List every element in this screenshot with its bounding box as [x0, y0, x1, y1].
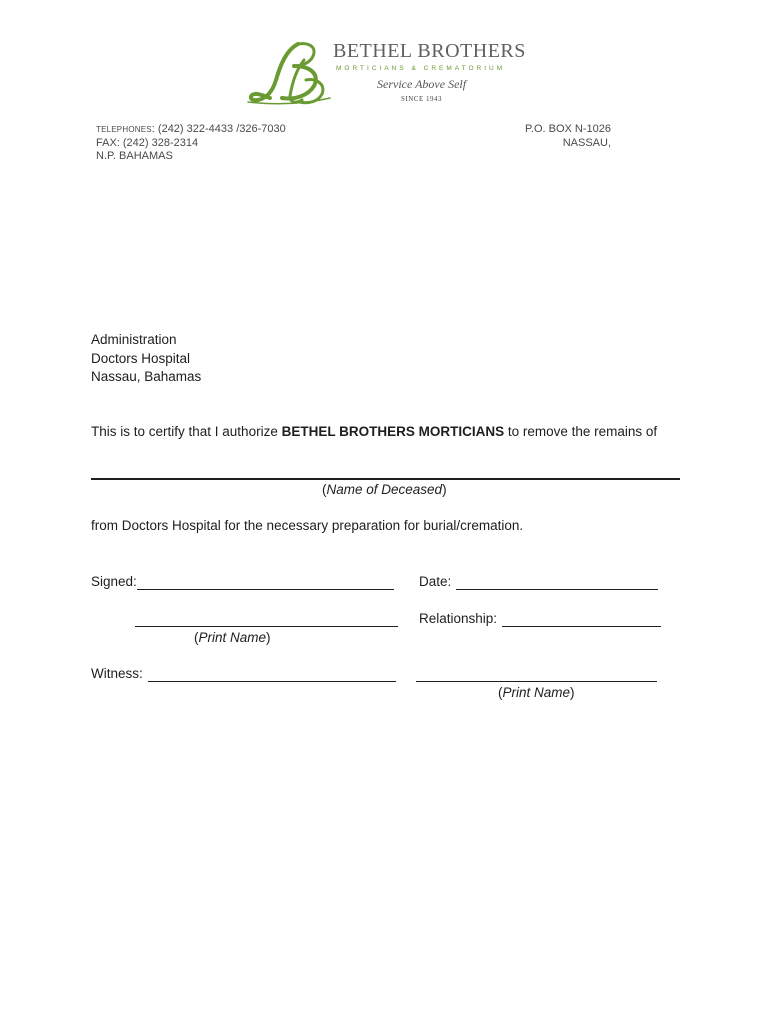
certify-sentence [91, 424, 657, 439]
witness-label: Witness: [91, 666, 143, 681]
telephones-line [96, 123, 286, 137]
deceased-name-line[interactable] [91, 478, 680, 480]
witness-print-name-line[interactable] [416, 681, 657, 682]
certify-suffix: to remove the remains of [504, 424, 658, 439]
np-line: N.P. BAHAMAS [96, 150, 173, 162]
certify-company: BETHEL BROTHERS MORTICIANS [281, 424, 505, 439]
signed-label: Signed: [91, 574, 137, 589]
po-box-line: P.O. BOX N-1026 [524, 123, 611, 135]
company-logo-mark [246, 40, 332, 108]
recipient-line-3: Nassau, Bahamas [91, 369, 202, 384]
print-name-line[interactable] [135, 626, 398, 627]
relationship-label: Relationship: [419, 611, 498, 626]
city-line: NASSAU, [562, 136, 611, 149]
fax-line: FAX: (242) 328-2314 [96, 136, 199, 149]
date-label: Date: [419, 574, 452, 589]
recipient-line-1: Administration [91, 332, 177, 347]
certify-prefix: This is to certify that I authorize [91, 424, 282, 439]
print-name-caption: (Print Name) [194, 630, 271, 645]
from-sentence: from Doctors Hospital for the necessary preparation for burial/cremation. [91, 518, 524, 533]
company-name: BETHEL BROTHERS [333, 40, 526, 62]
relationship-line[interactable] [502, 626, 661, 627]
recipient-line-2: Doctors Hospital [91, 350, 191, 366]
telephones-label: TELEPHONES [96, 125, 152, 134]
date-line[interactable] [456, 589, 658, 590]
company-motto: Service Above Self [377, 77, 467, 91]
contact-right [525, 123, 611, 150]
witness-line[interactable] [148, 681, 396, 682]
company-subtitle: MORTICIANS & CREMATORIUM [336, 65, 506, 72]
deceased-caption-text: Name of Deceased [326, 482, 443, 497]
witness-print-name-caption: (Print Name) [498, 685, 575, 700]
telephones-value: : (242) 322-4433 /326-7030 [151, 123, 286, 135]
contact-left [96, 123, 286, 164]
recipient-address [91, 331, 201, 387]
company-since: SINCE 1943 [401, 95, 442, 103]
signed-line[interactable] [137, 589, 394, 590]
deceased-caption: (Name of Deceased) [322, 482, 447, 497]
